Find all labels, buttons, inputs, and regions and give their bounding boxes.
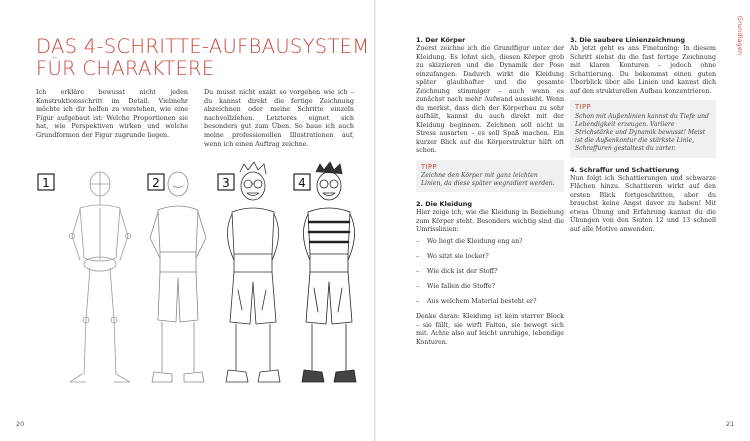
text-kleidung: Hier zeige ich, wie die Kleidung in Beziehung zum Körper steht. Besonders wichtig sind die Umrisslinien: <box>416 209 564 234</box>
text-koerper: Zuerst zeichne ich die Grundfigur unter der Kleidung. Es lohnt sich, diesen Körper grob zu skizzieren und die Dynamik der Pose einzufangen. Dadurch wirkt die Kleidung später glaubhafter und die gesamte Zeichnung stimmiger – auch wenn es zunächst nach mehr Aufwand aussieht. Wenn du merkst, dass dich der Körperbau zu sehr aufhält, kannst du auch direkt mit der Kleidung beginnen. Zeichnen soll nicht in Stress ausarten – es soll Spaß machen. Ein kurzer Blick auf die Körperstruktur hilft oft schon. <box>416 45 564 154</box>
figure-step-4 <box>302 162 356 382</box>
heading-kleidung: 2. Die Kleidung <box>416 200 473 209</box>
clothing-question-list <box>416 238 564 307</box>
tip-text-2: Schon mit Außenlinien kannst du Tiefe und Lebendigkeit erzeugen. Variiere Strichstärke und Dynamik bewusst! Meist ist die Außenkontur die stärkste Linie, Schraffuren gestaltest du zarter. <box>575 112 709 153</box>
tip-box-1 <box>416 160 564 193</box>
heading-schraffur: 4. Schraffur und Schattierung <box>570 165 680 174</box>
list-item: – Wie dick ist der Stoff? <box>416 268 564 277</box>
left-page <box>0 0 374 441</box>
step-number-3: 3 <box>222 176 230 190</box>
list-item: – Wie fallen die Stoffe? <box>416 283 564 292</box>
intro-paragraph-2: Du musst nicht exakt so vorgehen wie ich – du kannst direkt die fertige Zeichnung abzeichnen oder meine Schritte einzeln nachvollziehen. Letzteres eignet sich besonders gut zum Üben. So baue ich auch meine professionellen Illustrationen auf, wenn ich einen Auftrag zeichne. <box>204 88 354 148</box>
list-item: – Wo sitzt sie locker? <box>416 253 564 262</box>
text-kleidung-closing: Denke daran: Kleidung ist kein starrer Block – sie fällt, sie wirft Falten, sie bewegt sich mit. Achte also auf leicht unruhige, lebendige Konturen. <box>416 313 564 346</box>
tip-box-2 <box>570 100 716 158</box>
title-line-1: DAS 4-SCHRITTE-AUFBAUSYSTEM <box>36 35 370 58</box>
page-number-right: 21 <box>726 420 735 428</box>
text-schraffur: Nun folgt ich Schattierungen und schwarze Flächen hinzu. Schattieren wirkt auf den ersten Blick fortgeschritten, aber du brauchst keine Angst davor zu haben! Mit etwas Übung und Erfahrung kannst du die Übungen von den Seiten 12 und 13 schnell auf alle Motive anwenden. <box>570 174 716 233</box>
figure-step-1 <box>70 172 131 382</box>
title-line-2: FÜR CHARAKTERE <box>36 57 215 80</box>
list-item: – Aus welchem Material besteht er? <box>416 298 564 307</box>
tip-label-2: TIPP <box>575 103 591 111</box>
right-column-2 <box>570 36 716 237</box>
chapter-side-tab-label: Grundlagen <box>736 16 743 56</box>
chapter-side-tab <box>733 0 750 72</box>
step-number-4: 4 <box>298 176 306 190</box>
character-sketch-illustration <box>36 160 358 410</box>
tip-label-1: TIPP <box>421 162 437 171</box>
page-title <box>36 35 370 80</box>
figure-step-3 <box>226 162 280 382</box>
heading-koerper: 1. Der Körper <box>416 36 466 44</box>
right-column-1 <box>416 36 564 350</box>
list-item: – Wo liegt die Kleidung eng an? <box>416 238 564 247</box>
page-number-left: 20 <box>16 420 25 428</box>
heading-linien: 3. Die saubere Linienzeichnung <box>570 36 686 44</box>
intro-paragraph-1: Ich erkläre bewusst nicht jeden Konstruktionsschritt im Detail. Vielmehr möchte ich dir helfen zu verstehen, wie eine Figur aufgebaut ist: Welche Proportionen sie hat, wie Perspektiven wirken und welche Grundformen der Figur zugrunde liegen. <box>36 88 188 139</box>
figure-step-2 <box>150 172 206 382</box>
step-number-1: 1 <box>42 176 50 190</box>
tip-text-1: Zeichne den Körper mit ganz leichten Linien, da diese später wegradiert werden. <box>421 172 555 188</box>
text-linien: Ab jetzt geht es ans Finetuning: In diesem Schritt siehst du die fast fertige Zeichnung mit klaren Konturen – jedoch ohne Schattierung. Du bekommst einen guten Überblick über alle Linien und kannst dich auf den strukturellen Aufbau konzentrieren. <box>570 45 716 95</box>
step-number-2: 2 <box>152 176 160 190</box>
